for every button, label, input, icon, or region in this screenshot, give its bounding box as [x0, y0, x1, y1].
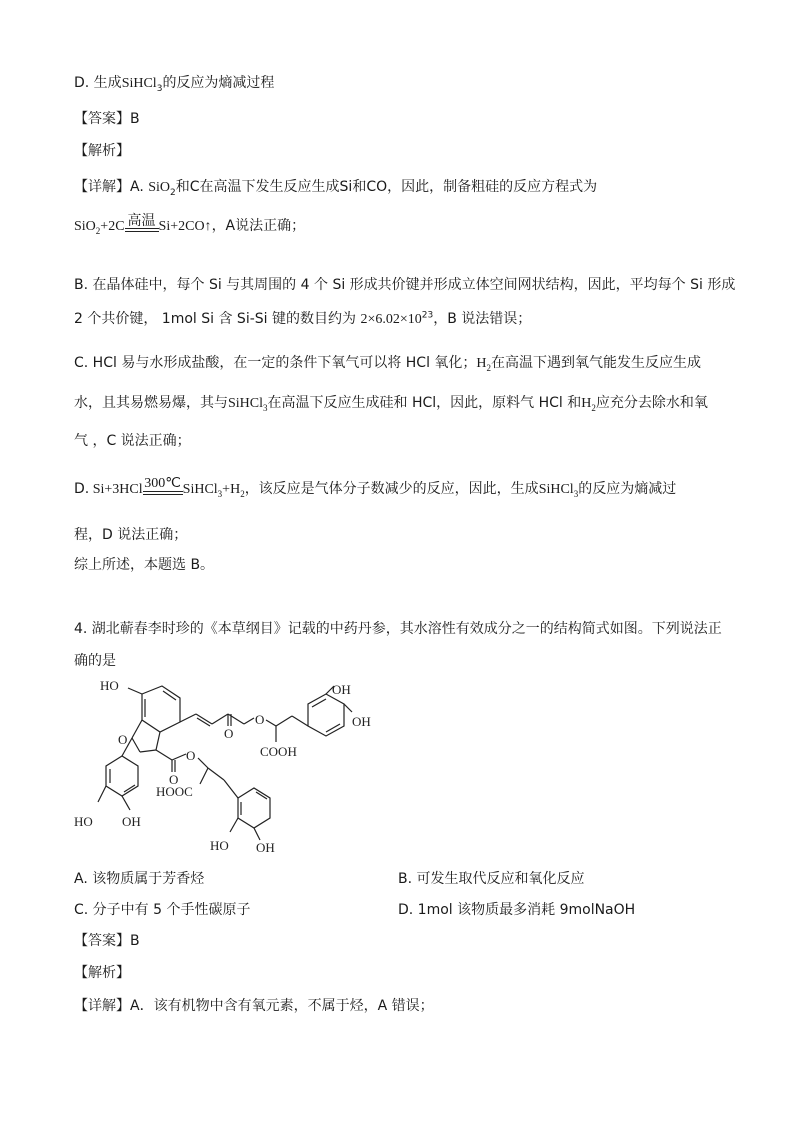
eq-a-sio2: SiO	[74, 219, 96, 234]
benzene-ring-right	[308, 694, 344, 736]
eq-a-tail: ，A说法正确；	[211, 218, 306, 234]
q3-detail-d-line1	[74, 477, 676, 499]
q4-option-b: B. 可发生取代反应和氧化反应	[398, 871, 585, 887]
label-o-carbonyl1: O	[224, 726, 234, 741]
condition-300c: 300℃	[144, 476, 182, 491]
detail-d-text1: ，该反应是气体分子数减少的反应，因此，生成	[244, 481, 539, 497]
detail-b-tail: ，B 说法错误；	[433, 311, 532, 327]
eq-d-product: SiHCl	[182, 482, 218, 497]
detail-c-text2: 在高温下遇到氧气能发生反应生成	[491, 355, 702, 371]
q3-detail-d-line2: 程，D 说法正确；	[74, 527, 188, 543]
q4-analysis-label: 【解析】	[74, 965, 130, 981]
detail-b-text: 2 个共价键， 1mol Si 含 Si-Si 键的数目约为	[74, 311, 356, 327]
subscript: 3	[217, 488, 223, 499]
eq-a-product: Si+2CO↑	[158, 219, 212, 234]
avogadro-expression: 2×6.02×10	[360, 312, 422, 327]
q3-summary: 综上所述，本题选 B。	[74, 557, 215, 573]
structural-formula-diagram	[70, 672, 390, 862]
q3-detail-b-line1: B. 在晶体硅中，每个 Si 与其周围的 4 个 Si 形成共价键并形成立体空间网状结构，因此，平均每个 Si 形成	[74, 277, 736, 293]
eq-a-reactant: +2C	[100, 219, 125, 234]
q3-equation-a	[74, 214, 305, 236]
detail-d-text2: 的反应为熵减过	[578, 481, 677, 497]
label-o-ester2: O	[186, 748, 196, 763]
label-o-carbonyl2: O	[169, 772, 179, 787]
detail-c-text4: 在高温下反应生成硅和 HCl，因此，原料气 HCl 和	[267, 395, 582, 411]
benzene-ring-bottom	[238, 788, 270, 828]
q3-detail-c-line2	[74, 394, 708, 413]
double-line	[143, 491, 183, 495]
label-oh-right2: OH	[352, 714, 371, 729]
subscript: 2	[170, 187, 176, 198]
detail-d-prefix: D.	[74, 481, 90, 497]
benzene-ring-core	[142, 686, 180, 732]
label-ho-top: HO	[100, 678, 119, 693]
superscript: 23	[421, 310, 434, 321]
subscript: 3	[156, 83, 163, 94]
q3-option-d	[74, 74, 274, 93]
q4-stem-line2: 确的是	[74, 653, 116, 669]
q3-option-d-prefix: D. 生成	[74, 75, 122, 91]
condition-high-temp: 高温	[127, 213, 156, 229]
label-o-ester1: O	[255, 712, 265, 727]
q4-option-d: D. 1mol 该物质最多消耗 9molNaOH	[398, 902, 636, 918]
eq-d-product2: +H	[222, 482, 241, 497]
detail-c-text1: C. HCl 易与水形成盐酸，在一定的条件下氧气可以将 HCl 氧化；	[74, 355, 477, 371]
formula-sihcl3: SiHCl$_3$	[228, 396, 268, 413]
formula-h2: $H_2$	[581, 396, 596, 413]
formula-h2: $H_2$	[476, 356, 492, 373]
formula-sihcl3: SiHCl$_3$	[538, 482, 579, 499]
label-cooh: COOH	[260, 744, 297, 759]
q3-detail-b-line2	[74, 310, 531, 329]
label-oh-bottom-left2: OH	[122, 814, 141, 829]
q3-detail-c-line3: 气 ，C 说法正确；	[74, 433, 191, 449]
q3-detail-a	[74, 178, 597, 197]
subscript: 2	[95, 225, 101, 236]
q3-detail-c-line1	[74, 354, 701, 373]
formula-sihcl3: SiHCl	[121, 76, 157, 91]
q4-stem-line1: 4. 湖北蕲春李时珍的《本草纲目》记载的中药丹参，其水溶性有效成分之一的结构简式如图。下列说法正	[74, 621, 722, 637]
label-oh-right1: OH	[332, 682, 351, 697]
label-o-furan: O	[118, 732, 128, 747]
label-ho-bottom-left1: HO	[74, 814, 93, 829]
reaction-condition-arrow	[125, 214, 159, 236]
label-ho-bottom-right1: HO	[210, 838, 229, 853]
q4-option-a: A. 该物质属于芳香烃	[74, 871, 205, 887]
label-hooc: HOOC	[156, 784, 193, 799]
q4-option-c: C. 分子中有 5 个手性碳原子	[74, 902, 251, 918]
q4-answer: 【答案】B	[74, 933, 140, 949]
q4-detail-a: 【详解】A．该有机物中含有氧元素，不属于烃，A 错误；	[74, 998, 434, 1014]
q3-answer: 【答案】B	[74, 111, 140, 127]
detail-c-text3: 水，且其易燃易爆，其与	[74, 395, 228, 411]
eq-d-reactants: Si+3HCl	[92, 482, 143, 497]
subscript: 2	[240, 488, 245, 499]
label-oh-bottom-right2: OH	[256, 840, 275, 855]
detail-c-text5: 应充分去除水和氧	[595, 395, 708, 411]
detail-a-text: 和C在高温下发生反应生成Si和CO，因此，制备粗硅的反应方程式为	[175, 179, 598, 195]
benzene-ring-left	[106, 756, 138, 796]
q3-analysis-label: 【解析】	[74, 143, 130, 159]
reaction-condition-arrow	[143, 477, 183, 499]
q3-option-d-suffix: 的反应为熵减过程	[162, 75, 275, 91]
detail-a-prefix: 【详解】A.	[74, 179, 144, 195]
formula-sio2: SiO	[148, 180, 171, 195]
